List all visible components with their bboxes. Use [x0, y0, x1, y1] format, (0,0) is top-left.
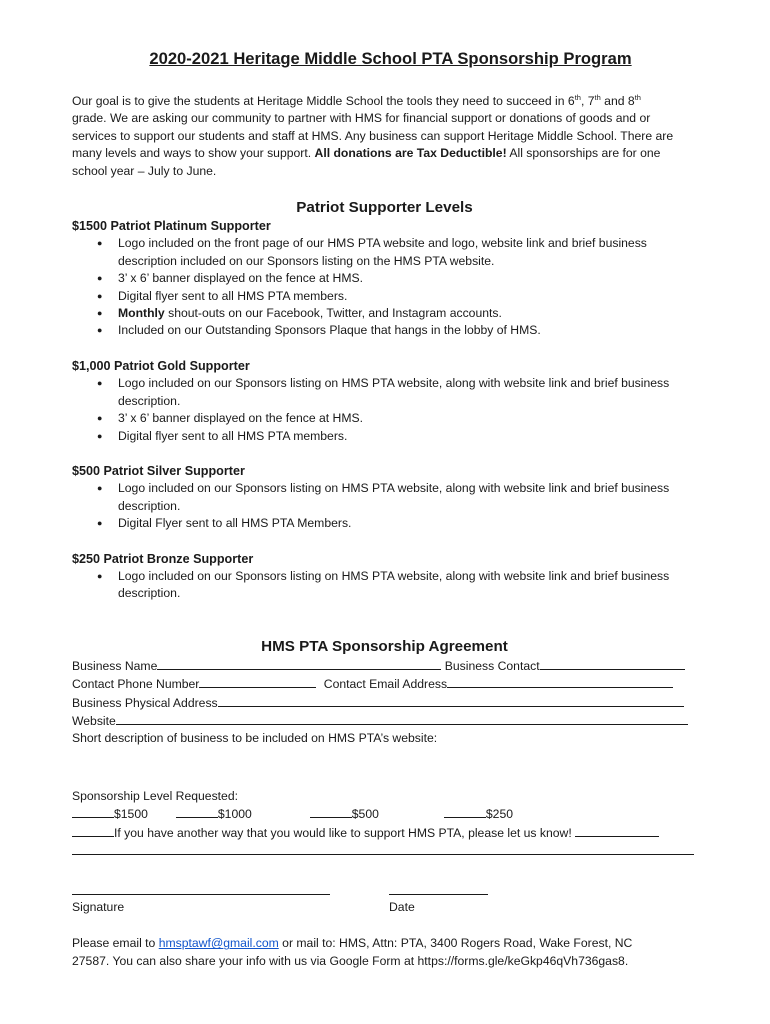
other-way-check-field[interactable]	[72, 824, 114, 837]
gold-level-title: $1,000 Patriot Gold Supporter	[72, 358, 250, 373]
address-row	[72, 694, 697, 712]
level-1500-label: $1500	[114, 807, 148, 822]
list-item: ● Logo included on our Sponsors listing on HMS PTA website, along with website link and brief business description.	[118, 568, 697, 603]
business-contact-field[interactable]	[540, 657, 685, 670]
level-250-field[interactable]	[444, 805, 486, 818]
list-item: ● Included on our Outstanding Sponsors Plaque that hangs in the lobby of HMS.	[118, 322, 697, 339]
level-1500-field[interactable]	[72, 805, 114, 818]
business-name-row	[72, 657, 697, 675]
contact-email-field[interactable]	[447, 675, 673, 688]
website-field[interactable]	[116, 712, 688, 725]
intro-text-3: and 8	[600, 94, 635, 108]
date-label: Date	[389, 900, 415, 915]
level-options-row	[72, 805, 697, 823]
intro-sup-3: th	[634, 92, 641, 102]
signature-field[interactable]	[72, 882, 330, 895]
bronze-level-title: $250 Patriot Bronze Supporter	[72, 551, 254, 566]
footer-address: or mail to: HMS, Attn: PTA, 3400 Rogers Road, Wake Forest, NC	[278, 936, 633, 951]
other-way-continuation-field[interactable]	[72, 842, 694, 855]
email-link[interactable]: hmsptawf@gmail.com	[158, 936, 279, 951]
other-way-row	[72, 824, 697, 842]
level-1000-field[interactable]	[176, 805, 218, 818]
signature-label: Signature	[72, 900, 125, 915]
business-name-label: Business Name	[72, 658, 158, 673]
intro-bold-note: All donations are Tax Deductible!	[314, 146, 507, 161]
list-item: ● 3’ x 6’ banner displayed on the fence at HMS.	[118, 410, 697, 427]
bronze-benefits-list	[72, 568, 697, 603]
silver-benefits-list	[72, 480, 697, 532]
contact-row	[72, 675, 697, 693]
short-description-label: Short description of business to be included on HMS PTA’s website:	[72, 731, 438, 746]
physical-address-field[interactable]	[218, 694, 684, 707]
silver-level-title: $500 Patriot Silver Supporter	[72, 463, 245, 478]
contact-email-label: Contact Email Address	[323, 677, 448, 692]
intro-sup-2: th	[594, 92, 601, 102]
list-item: ● Logo included on our Sponsors listing on HMS PTA website, along with website link and brief business description.	[118, 375, 697, 410]
list-item: ● Logo included on our Sponsors listing on HMS PTA website, along with website link and brief business description.	[118, 480, 697, 515]
list-item: ● Digital flyer sent to all HMS PTA members.	[118, 288, 697, 305]
intro-text-5: All sponsorships are for one school year – July to June.	[72, 146, 661, 178]
agreement-heading: HMS PTA Sponsorship Agreement	[261, 637, 508, 655]
intro-text-2: , 7	[580, 94, 595, 108]
monthly-bold: Monthly	[118, 306, 165, 321]
business-contact-label: Business Contact	[444, 658, 540, 673]
platinum-level-title: $1500 Patriot Platinum Supporter	[72, 219, 271, 234]
sponsorship-level-label: Sponsorship Level Requested:	[72, 788, 238, 803]
other-way-field[interactable]	[575, 824, 659, 837]
levels-heading: Patriot Supporter Levels	[296, 199, 473, 217]
intro-paragraph	[72, 93, 697, 180]
website-label: Website	[72, 713, 116, 728]
footer-contact	[72, 935, 697, 970]
list-item: ● Digital flyer sent to all HMS PTA members.	[118, 428, 697, 445]
platinum-benefits-list	[72, 235, 697, 339]
level-250-label: $250	[485, 807, 514, 822]
level-500-label: $500	[351, 807, 379, 822]
intro-text-4: grade. We are asking our community to partner with HMS for financial support or donations of goods and or services to support our students and staff at HMS. Any business can support Heritage Middle School. There are many levels and ways to show your support.	[72, 111, 674, 161]
footer-prefix: Please email to	[72, 936, 159, 951]
document-page	[72, 48, 697, 970]
date-field[interactable]	[389, 882, 488, 895]
business-name-field[interactable]	[157, 657, 441, 670]
signature-block	[72, 882, 697, 916]
intro-text-1: Our goal is to give the students at Heritage Middle School the tools they need to succeed in 6	[72, 94, 575, 108]
list-item: ● 3’ x 6’ banner displayed on the fence at HMS.	[118, 270, 697, 287]
list-item-text: shout-outs on our Facebook, Twitter, and Instagram accounts.	[164, 306, 502, 321]
list-item: ● Digital Flyer sent to all HMS PTA Members.	[118, 515, 697, 532]
intro-sup-1: th	[574, 92, 581, 102]
level-500-field[interactable]	[310, 805, 352, 818]
contact-phone-field[interactable]	[199, 675, 316, 688]
gold-benefits-list	[72, 375, 697, 445]
other-way-continuation-row	[72, 842, 697, 860]
website-row	[72, 712, 697, 730]
other-way-label: If you have another way that you would like to support HMS PTA, please let us know!	[114, 825, 572, 840]
list-item	[118, 305, 697, 322]
physical-address-label: Business Physical Address	[72, 695, 218, 710]
document-title: 2020-2021 Heritage Middle School PTA Sponsorship Program	[149, 49, 632, 68]
contact-phone-label: Contact Phone Number	[72, 677, 200, 692]
list-item: ● Logo included on the front page of our HMS PTA website and logo, website link and brief business description included on our Sponsors listing on the HMS PTA website.	[118, 235, 697, 270]
footer-google-form: 27587. You can also share your info with us via Google Form at https://forms.gle/keGkp46qVh736gas8.	[72, 953, 629, 968]
level-1000-label: $1000	[217, 807, 252, 822]
